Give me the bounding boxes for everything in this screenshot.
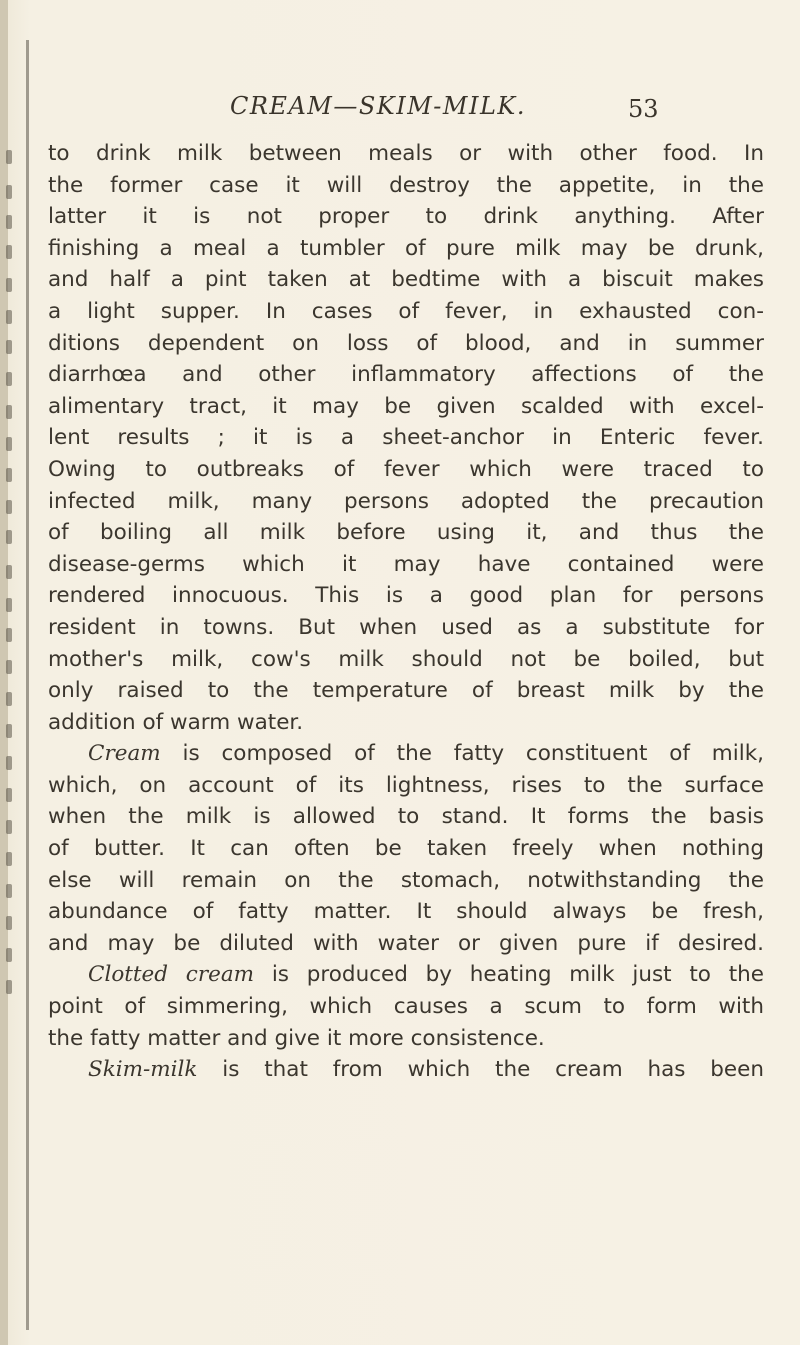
text-line: abundance of fatty matter. It should always be fresh, [48,899,764,925]
page-number: 53 [628,95,659,123]
text-line: infected milk, many persons adopted the precaution [48,488,764,514]
text-line: else will remain on the stomach, notwithstanding the [48,867,764,893]
paragraph-skim-milk-start [48,1054,764,1086]
text-line: only raised to the temperature of breast milk by the [48,678,764,704]
text-line: rendered innocuous. This is a good plan for persons [48,583,764,609]
text-line: a light supper. In cases of fever, in exhausted con- [48,298,764,324]
term-skim-milk: Skim-milk [88,1057,198,1083]
text-line: of butter. It can often be taken freely when nothing [48,836,764,862]
text-line: the fatty matter and give it more consistence. [48,1025,545,1051]
text-line: is composed of the fatty constituent of milk, [160,741,764,767]
text-line: and may be diluted with water or given pure if desired. [48,930,764,956]
page-edge-rule [26,40,29,1330]
text-line: and half a pint taken at bedtime with a biscuit makes [48,267,764,293]
text-line: latter it is not proper to drink anything. After [48,204,764,230]
text-line: lent results ; it is a sheet-anchor in Enteric fever. [48,425,764,451]
text-line: which, on account of its lightness, rises to the surface [48,772,764,798]
text-line: resident in towns. But when used as a substitute for [48,614,764,640]
text-line: disease-germs which it may have contained were [48,551,764,577]
text-line: diarrhœa and other inflammatory affections of the [48,362,764,388]
text-line: alimentary tract, it may be given scalded with excel- [48,393,764,419]
text-line: is that from which the cream has been [197,1057,764,1083]
paragraph-cream-start [48,738,764,770]
term-cream: Cream [88,741,161,767]
paragraph-clotted-cream-start [48,959,764,991]
page-edge-marks [2,0,24,1345]
text-line: ditions dependent on loss of blood, and in summer [48,330,764,356]
text-line: Owing to outbreaks of fever which were traced to [48,456,764,482]
body-text [48,138,764,1086]
text-line: the former case it will destroy the appetite, in the [48,172,764,198]
term-clotted-cream: Clotted cream [88,962,255,988]
text-line: mother's milk, cow's milk should not be boiled, but [48,646,764,672]
text-line: of boiling all milk before using it, and thus the [48,520,764,546]
text-line: finishing a meal a tumbler of pure milk may be drunk, [48,235,764,261]
text-line: to drink milk between meals or with other food. In [48,141,764,166]
text-line: is produced by heating milk just to the [254,962,764,988]
text-line: addition of warm water. [48,709,304,735]
text-line: when the milk is allowed to stand. It forms the basis [48,804,764,830]
running-head: CREAM—SKIM-MILK. [230,92,526,120]
text-line: point of simmering, which causes a scum to form with [48,994,764,1020]
